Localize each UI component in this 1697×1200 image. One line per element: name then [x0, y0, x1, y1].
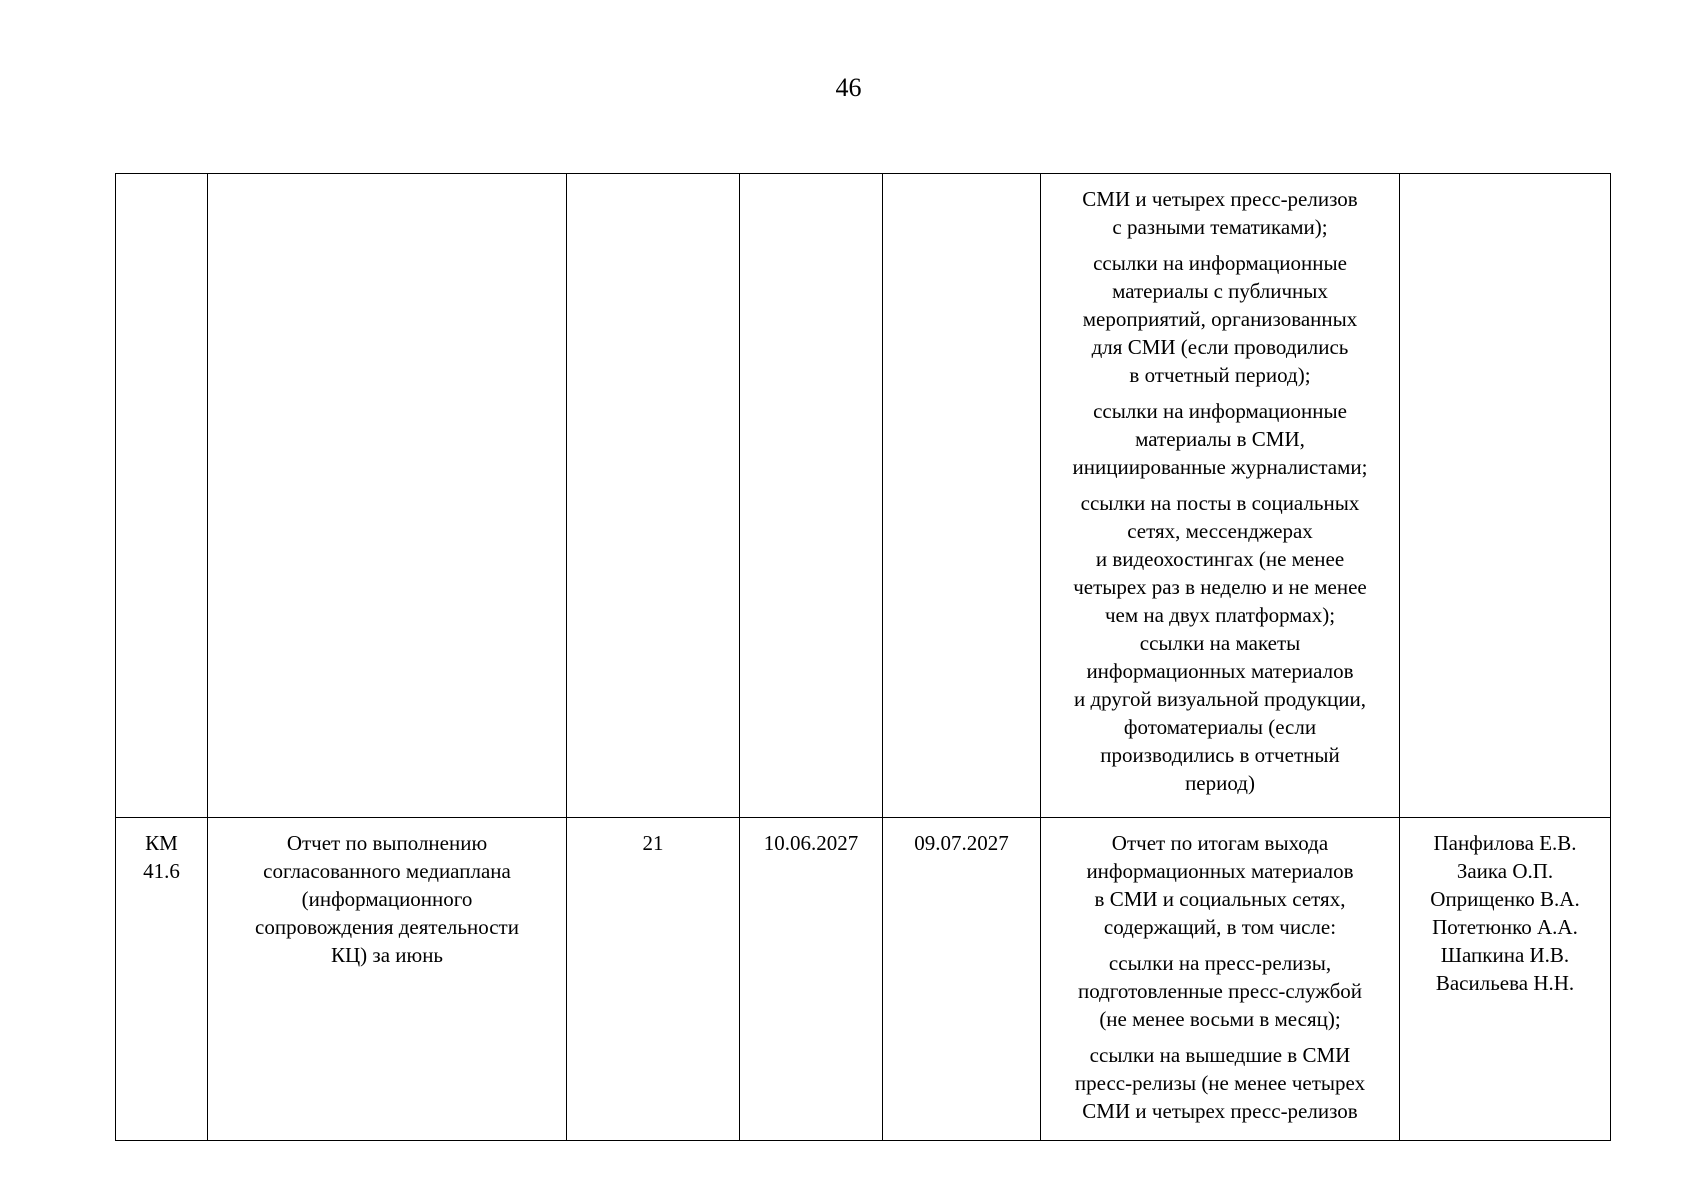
responsible-person: Панфилова Е.В. — [1433, 831, 1577, 855]
result-paragraph — [1047, 629, 1393, 797]
cell-result — [1041, 818, 1400, 1141]
result-line: Отчет по итогам выхода — [1111, 831, 1329, 855]
result-paragraph — [1047, 185, 1393, 241]
result-line: ссылки на макеты — [1139, 631, 1301, 655]
result-line: ссылки на пресс-релизы, — [1108, 951, 1332, 975]
cell-name-empty — [208, 174, 567, 818]
result-paragraph — [1047, 249, 1393, 389]
result-paragraph — [1047, 949, 1393, 1033]
cell-end-empty — [883, 174, 1041, 818]
control-points-table — [115, 173, 1611, 1141]
result-line: подготовленные пресс-службой — [1077, 979, 1363, 1003]
result-paragraph — [1047, 397, 1393, 481]
cell-code — [116, 818, 208, 1141]
code-line: 41.6 — [143, 859, 180, 883]
name-line: КЦ) за июнь — [330, 943, 444, 967]
result-line: инициированные журналистами; — [1072, 455, 1368, 479]
result-line: мероприятий, организованных — [1082, 307, 1358, 331]
result-line: информационных материалов — [1086, 659, 1354, 683]
cell-start-date: 10.06.2027 — [740, 818, 883, 1141]
responsible-person: Шапкина И.В. — [1440, 943, 1570, 967]
result-line: ссылки на информационные — [1093, 399, 1347, 423]
result-line: в отчетный период); — [1129, 363, 1311, 387]
result-line: фотоматериалы (если — [1123, 715, 1317, 739]
responsible-person: Заика О.П. — [1456, 859, 1554, 883]
cell-responsible-empty — [1400, 174, 1611, 818]
name-line: сопровождения деятельности — [255, 915, 519, 939]
result-line: пресс-релизы (не менее четырех — [1074, 1071, 1366, 1095]
name-line: (информационного — [301, 887, 473, 911]
result-line: СМИ и четырех пресс-релизов — [1082, 1099, 1358, 1123]
result-line: ссылки на вышедшие в СМИ — [1089, 1043, 1351, 1067]
result-line: содержащий, в том числе: — [1103, 915, 1337, 939]
result-line: ссылки на информационные — [1093, 251, 1347, 275]
responsible-person: Васильева Н.Н. — [1435, 971, 1575, 995]
cell-duration-empty — [567, 174, 740, 818]
code-line: КМ — [145, 831, 178, 855]
page-number: 46 — [835, 73, 862, 102]
result-line: СМИ и четырех пресс-релизов — [1082, 187, 1358, 211]
cell-responsible — [1400, 818, 1611, 1141]
result-line: информационных материалов — [1086, 859, 1354, 883]
result-paragraph — [1047, 1041, 1393, 1125]
result-line: (не менее восьми в месяц); — [1099, 1007, 1341, 1031]
name-line: согласованного медиаплана — [263, 859, 511, 883]
cell-end-date: 09.07.2027 — [883, 818, 1041, 1141]
result-line: с разными тематиками); — [1112, 215, 1328, 239]
result-line: в СМИ и социальных сетях, — [1094, 887, 1346, 911]
result-line: материалы с публичных — [1112, 279, 1328, 303]
cell-duration: 21 — [567, 818, 740, 1141]
result-line: ссылки на посты в социальных — [1080, 491, 1360, 515]
result-line: производились в отчетный — [1100, 743, 1340, 767]
result-paragraph — [1047, 829, 1393, 941]
result-line: период) — [1185, 771, 1255, 795]
cell-name — [208, 818, 567, 1141]
result-line: и другой визуальной продукции, — [1074, 687, 1366, 711]
result-line: материалы в СМИ, — [1135, 427, 1305, 451]
cell-result-continued — [1041, 174, 1400, 818]
responsible-person: Потетюнко А.А. — [1432, 915, 1578, 939]
cell-start-empty — [740, 174, 883, 818]
table-row-continued — [116, 174, 1611, 818]
cell-code-empty — [116, 174, 208, 818]
result-line: четырех раз в неделю и не менее — [1073, 575, 1367, 599]
result-line: для СМИ (если проводились — [1091, 335, 1349, 359]
result-paragraph — [1047, 489, 1393, 629]
result-line: и видеохостингах (не менее — [1095, 547, 1345, 571]
table-row-km-41-6 — [116, 818, 1611, 1141]
result-line: сетях, мессенджерах — [1127, 519, 1313, 543]
name-line: Отчет по выполнению — [286, 831, 488, 855]
responsible-person: Оприщенко В.А. — [1430, 887, 1580, 911]
result-line: чем на двух платформах); — [1104, 603, 1336, 627]
